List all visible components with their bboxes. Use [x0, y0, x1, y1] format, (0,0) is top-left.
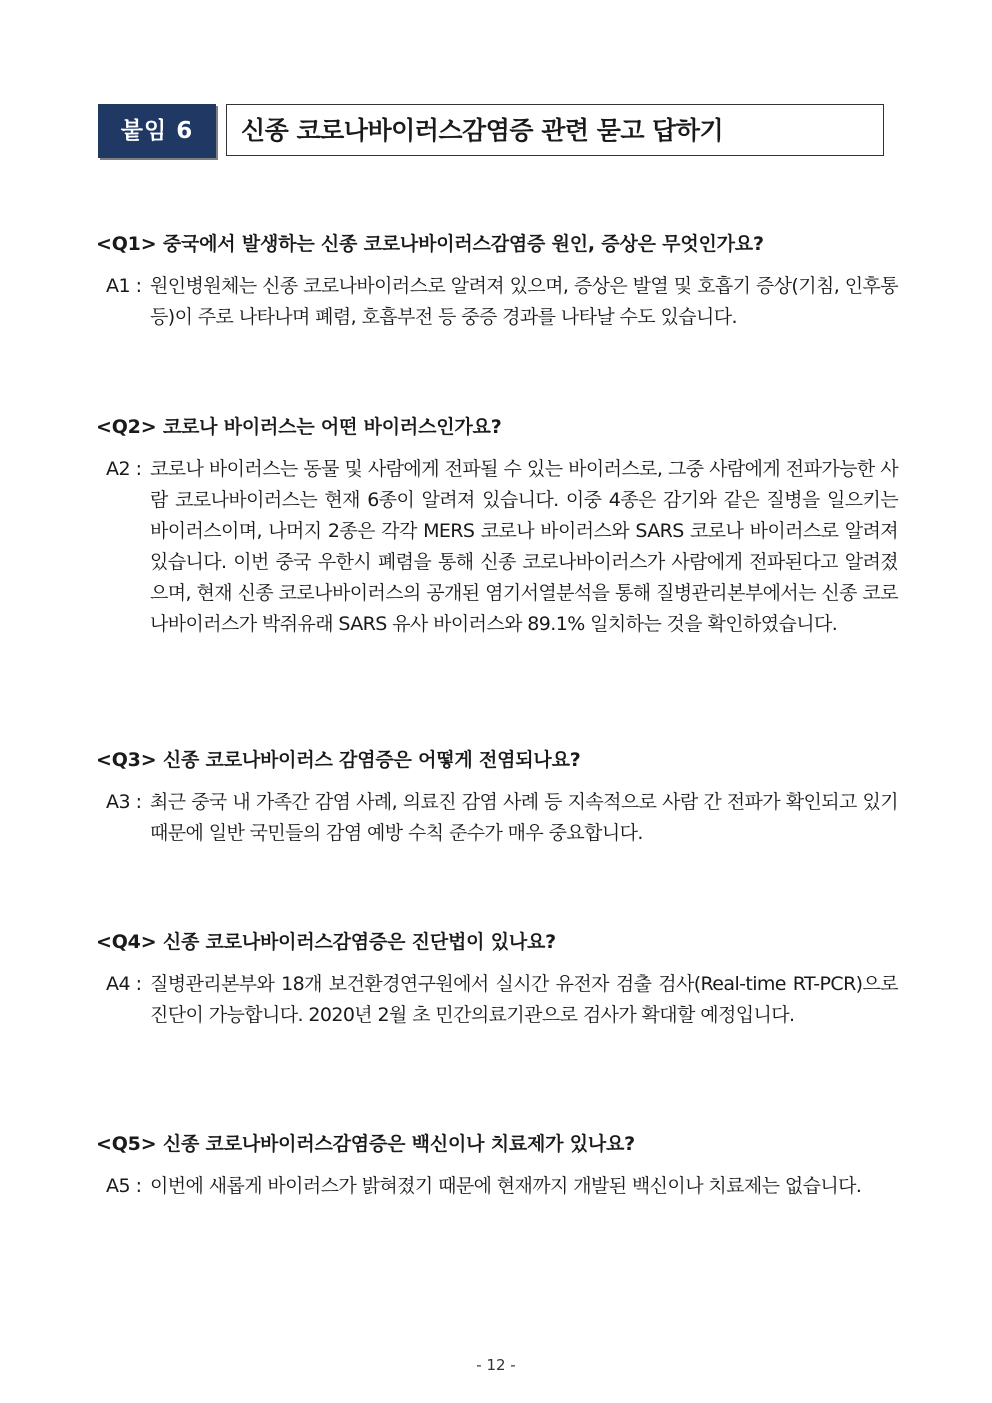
- answer-2: [106, 454, 898, 640]
- qa-item-1: [96, 230, 898, 333]
- question-4: <Q4> 신종 코로나바이러스감염증은 진단법이 있나요?: [96, 931, 556, 953]
- answer-3: [106, 787, 898, 849]
- question-3: <Q3> 신종 코로나바이러스 감염증은 어떻게 전염되나요?: [96, 749, 581, 771]
- answer-3-text: 최근 중국 내 가족간 감염 사례, 의료진 감염 사례 등 지속적으로 사람 간 전파가 확인되고 있기 때문에 일반 국민들의 감염 예방 수칙 준수가 매우 중요합니다.: [150, 791, 898, 844]
- answer-5-label: A5 :: [106, 1175, 142, 1197]
- answer-1-label: A1 :: [106, 275, 142, 297]
- answer-4-text: 질병관리본부와 18개 보건환경연구원에서 실시간 유전자 검출 검사(Real-time RT-PCR)으로 진단이 가능합니다. 2020년 2월 초 민간의료기관으로 검사가 확대할 예정입니다.: [150, 973, 898, 1026]
- qa-item-5: [96, 1130, 898, 1202]
- qa-item-2: [96, 413, 898, 640]
- answer-5-text: 이번에 새롭게 바이러스가 밝혀졌기 때문에 현재까지 개발된 백신이나 치료제는 없습니다.: [150, 1175, 862, 1197]
- qa-item-3: [96, 746, 898, 849]
- answer-3-label: A3 :: [106, 791, 142, 813]
- answer-5: [106, 1171, 898, 1202]
- answer-4: [106, 969, 898, 1031]
- page-title: 신종 코로나바이러스감염증 관련 묻고 답하기: [226, 104, 884, 156]
- attachment-badge: 붙임 6: [98, 104, 216, 158]
- answer-2-text: 코로나 바이러스는 동물 및 사람에게 전파될 수 있는 바이러스로, 그중 사람에게 전파가능한 사람 코로나바이러스는 현재 6종이 알려져 있습니다. 이중 4종은 감기와 같은 질병을 일으키는 바이러스이며, 나머지 2종은 각각 MERS 코로나 바이러스와 SARS 코로나 바이러스로 알려져 있습니다. 이번 중국 우한시 폐렴을 통해 신종 코로나바이러스가 사람에게 전파된다고 알려졌으며, 현재 신종 코로나바이러스의 공개된 염기서열분석을 통해 질병관리본부에서는 신종 코로나바이러스가 박쥐유래 SARS 유사 바이러스와 89.1% 일치하는 것을 확인하였습니다.: [150, 458, 898, 635]
- answer-1: [106, 271, 898, 333]
- answer-2-label: A2 :: [106, 458, 142, 480]
- question-2: <Q2> 코로나 바이러스는 어떤 바이러스인가요?: [96, 416, 502, 438]
- question-5: <Q5> 신종 코로나바이러스감염증은 백신이나 치료제가 있나요?: [96, 1133, 636, 1155]
- answer-1-text: 원인병원체는 신종 코로나바이러스로 알려져 있으며, 증상은 발열 및 호흡기 증상(기침, 인후통 등)이 주로 나타나며 폐렴, 호흡부전 등 중증 경과를 나타날 수도 있습니다.: [150, 275, 898, 328]
- qa-item-4: [96, 928, 898, 1031]
- page-number: - 12 -: [476, 1356, 516, 1374]
- answer-4-label: A4 :: [106, 973, 142, 995]
- question-1: <Q1> 중국에서 발생하는 신종 코로나바이러스감염증 원인, 증상은 무엇인가요?: [96, 233, 764, 255]
